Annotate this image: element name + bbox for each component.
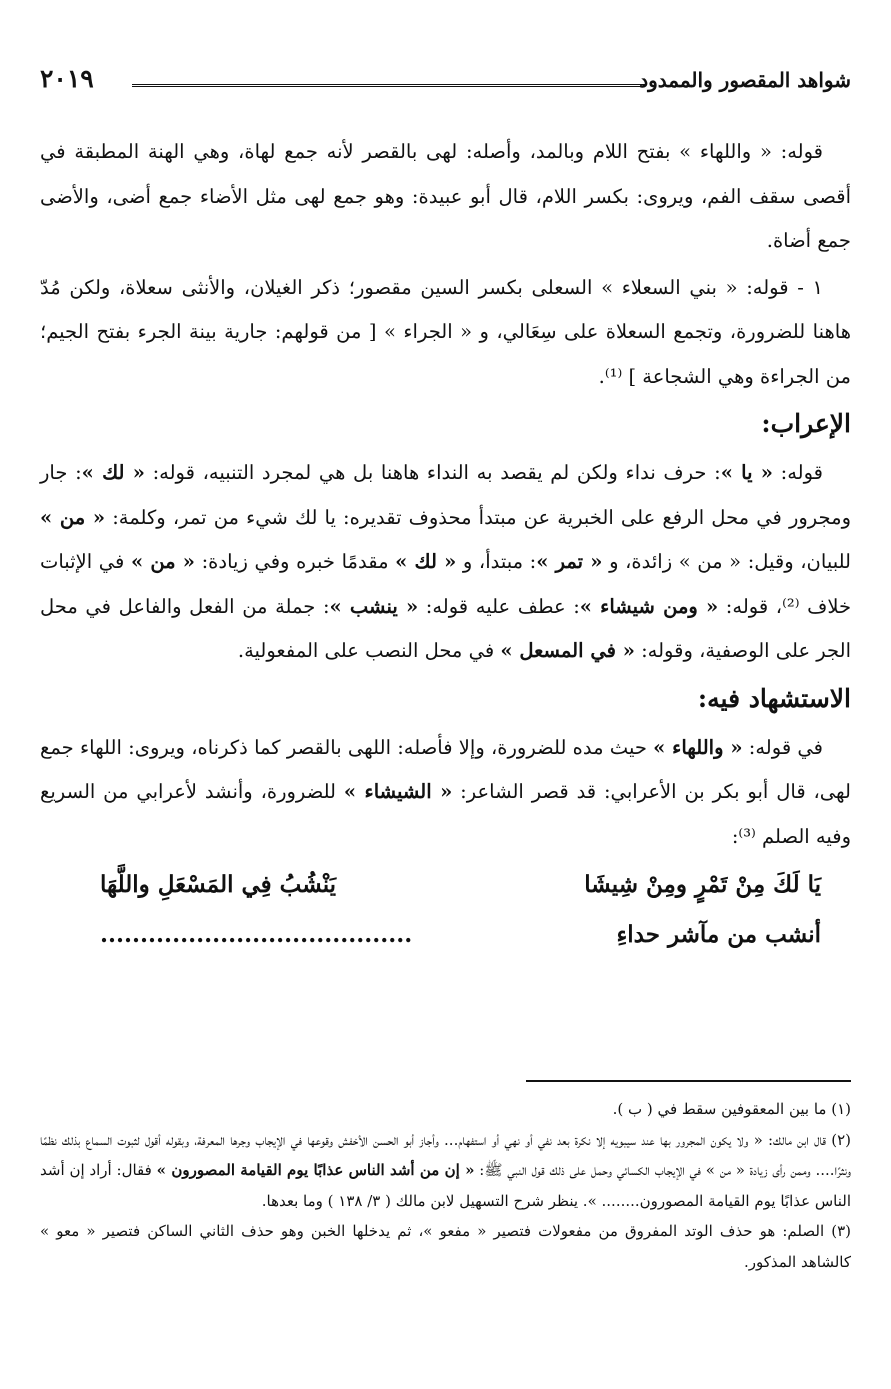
verse-line [40,915,851,965]
note-paragraph: ١ - قوله: « بني السعلاء » السعلى بكسر السين مقصور؛ ذكر الغيلان، والأنثى سعلاة، ولكن مُدّ هاهنا للضرورة، وتجمع السعلاة على سِعَالي، و « الجراء » [ من قولهم: جارية بينة الجرء بفتح الجيم؛ من الجراءة وهي الشجاعة ] ⁽¹⁾. [40,275,851,388]
missing-hemistich-dots: ....................................... [100,921,413,948]
poetry-verse [40,865,851,965]
keyword: « تمر » [536,550,603,573]
first-hemistich: أنشب من مآشر حداءِ [616,921,821,948]
commentary-paragraph: قوله: « واللهاء » بفتح اللام وبالمد، وأصله: لهى بالقصر لأنه جمع لهاة، وهي الهنة المطبقة في أقصى سقف الفم، ويروى: بكسر اللام، قال أبو عبيدة: وهو جمع لهى مثل الأضاء جمع أضى، والأضى جمع أضاة. [40,140,851,252]
main-text [40,130,851,965]
keyword: « الشيشاء » [343,780,453,803]
keyword: « من » [130,550,195,573]
i3rab-paragraph: قوله: « يا »: حرف نداء ولكن لم يقصد به النداء هاهنا بل هي لمجرد التنبيه، قوله: « لك »: جار ومجرور في محل الرفع على الخبرية عن مبتدأ محذوف تقديره: يا لك شيء من تمر، وكلمة: « من » للبيان، وقيل: « من » زائدة، و « تمر »: مبتدأ، و « لك » مقدمًا خبره وفي زيادة: « من » في الإثبات خلاف ⁽²⁾، قوله: « ومن شيشاء »: عطف عليه قوله: « ينشب »: جملة من الفعل والفاعل في محل الجر على الوصفية، وقوله: « في المسعل » في محل النصب على المفعولية. [40,461,852,662]
keyword: « من » [40,505,106,529]
header-rule [132,84,645,87]
second-hemistich: يَنْشُبُ فِي المَسْعَلِ واللَّهَا [100,871,337,898]
keyword: « ومن شيشاء » [579,594,719,618]
footnote-separator [526,1080,851,1082]
keyword: « إن من أشد الناس عذابًا يوم القيامة المصورون » [156,1161,475,1179]
running-title: شواهد المقصور والممدود [639,68,851,92]
keyword: « واللهاء » [653,735,743,759]
footnote: (٣) الصلم: هو حذف الوتد المفروق من مفعولات فتصير « مفعو »، ثم يدخلها الخبن وهو حذف الثاني الساكن فتصير « معو » كالشاهد المذكور. [40,1222,851,1271]
page-number: ٢٠١٩ [40,64,94,93]
page-header [40,60,851,104]
keyword: « لك » [395,550,457,573]
keyword: « ينشب » [329,594,419,618]
first-hemistich: يَا لَكَ مِنْ تَمْرٍ ومِنْ شِيشَا [584,871,821,898]
footnotes [40,1094,851,1277]
verse-line [40,865,851,915]
keyword: « يا » [720,461,773,484]
istishhad-heading: الاستشهاد فيه: [697,683,851,713]
keyword: « في المسعل » [500,639,635,662]
keyword: « لك » [81,461,145,484]
i3rab-heading: الإعراب: [761,409,851,438]
istishhad-paragraph: في قوله: « واللهاء » حيث مده للضرورة، وإلا فأصله: اللهى بالقصر كما ذكرناه، ويروى: اللهاء جمع لهى، قال أبو بكر بن الأعرابي: قد قصر الشاعر: « الشيشاء » للضرورة، وأنشد لأعرابي من السريع وفيه الصلم ⁽³⁾: [40,735,851,848]
footnote: (١) ما بين المعقوفين سقط في ( ب ). [612,1100,851,1118]
footnote: (٢) قال ابن مالك: « ولا يكون المجرور بها عند سيبويه إلا نكرة بعد نفي أو نهي أو استفهام... وأجاز أبو الحسن الأخفش وقوعها في الإيجاب وجرها المعرفة، وبقوله أقول لثبوت السماع بذلك نظمًا ونثرًا.... وممن رأى زيادة « من » في الإيجاب الكسائي وحمل على ذلك قول النبي ﷺ: « إن من أشد الناس عذابًا يوم القيامة المصورون » فقال: أراد إن أشد الناس عذابًا يوم القيامة المصورون........ ». ينظر شرح التسهيل لابن مالك ( ٣/ ١٣٨ ) وما بعدها. [40,1130,851,1210]
